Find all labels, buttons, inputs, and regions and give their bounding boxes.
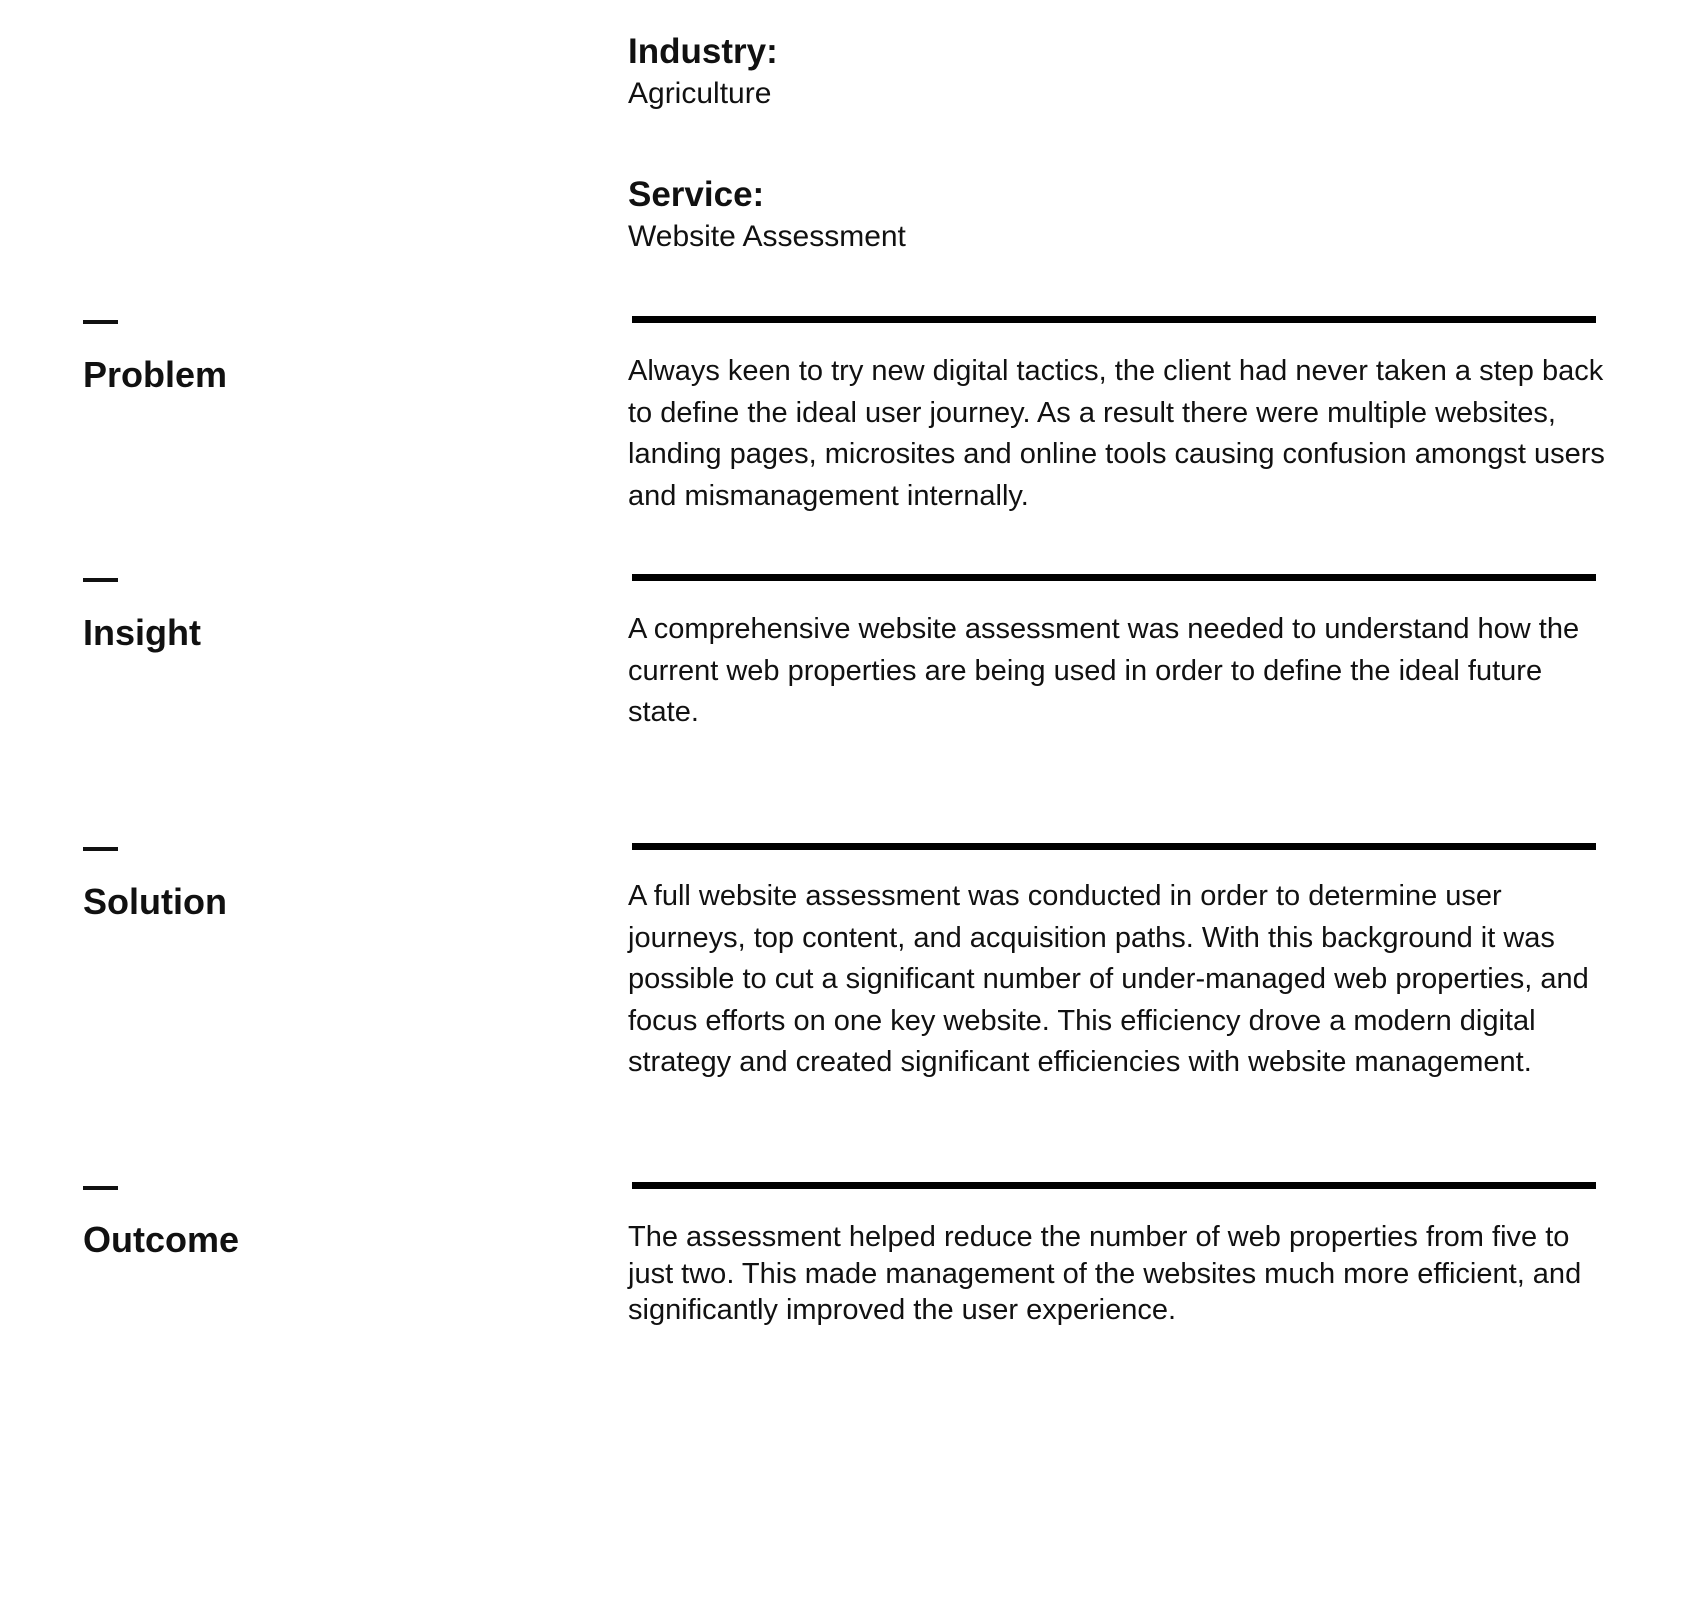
industry-value: Agriculture: [628, 77, 772, 110]
service-label: Service:: [628, 175, 765, 214]
section-dash: [83, 578, 118, 582]
section-text-insight: A comprehensive website assessment was needed to understand how the current web properties are being used in order to define the ideal future state.: [628, 613, 1580, 728]
section-divider: [632, 574, 1596, 581]
section-dash: [83, 320, 118, 324]
industry-label: Industry:: [628, 32, 778, 71]
section-divider: [632, 843, 1596, 850]
section-divider: [632, 316, 1596, 323]
service-block: [628, 175, 1328, 255]
section-divider: [632, 1182, 1596, 1189]
section-text-outcome: The assessment helped reduce the number of web properties from five to just two. This made management of the websites much more efficient, and significantly improved the user experience.: [628, 1221, 1582, 1326]
section-dash: [83, 847, 118, 851]
section-heading-insight: Insight: [83, 612, 201, 653]
section-heading-outcome: Outcome: [83, 1219, 240, 1260]
industry-block: [628, 32, 1328, 112]
section-text-solution: A full website assessment was conducted in order to determine user journeys, top content, and acquisition paths. With this background it was possible to cut a significant number of under-managed web properties, and focus efforts on one key website. This efficiency drove a modern digital strategy and created significant efficiencies with website management.: [628, 880, 1589, 1078]
section-heading-solution: Solution: [83, 881, 227, 922]
section-dash: [83, 1186, 118, 1190]
service-value: Website Assessment: [628, 220, 906, 253]
section-text-problem: Always keen to try new digital tactics, the client had never taken a step back to define the ideal user journey. As a result there were multiple websites, landing pages, microsites and online tools causing confusion amongst users and mismanagement internally.: [628, 355, 1605, 512]
section-heading-problem: Problem: [83, 354, 228, 395]
